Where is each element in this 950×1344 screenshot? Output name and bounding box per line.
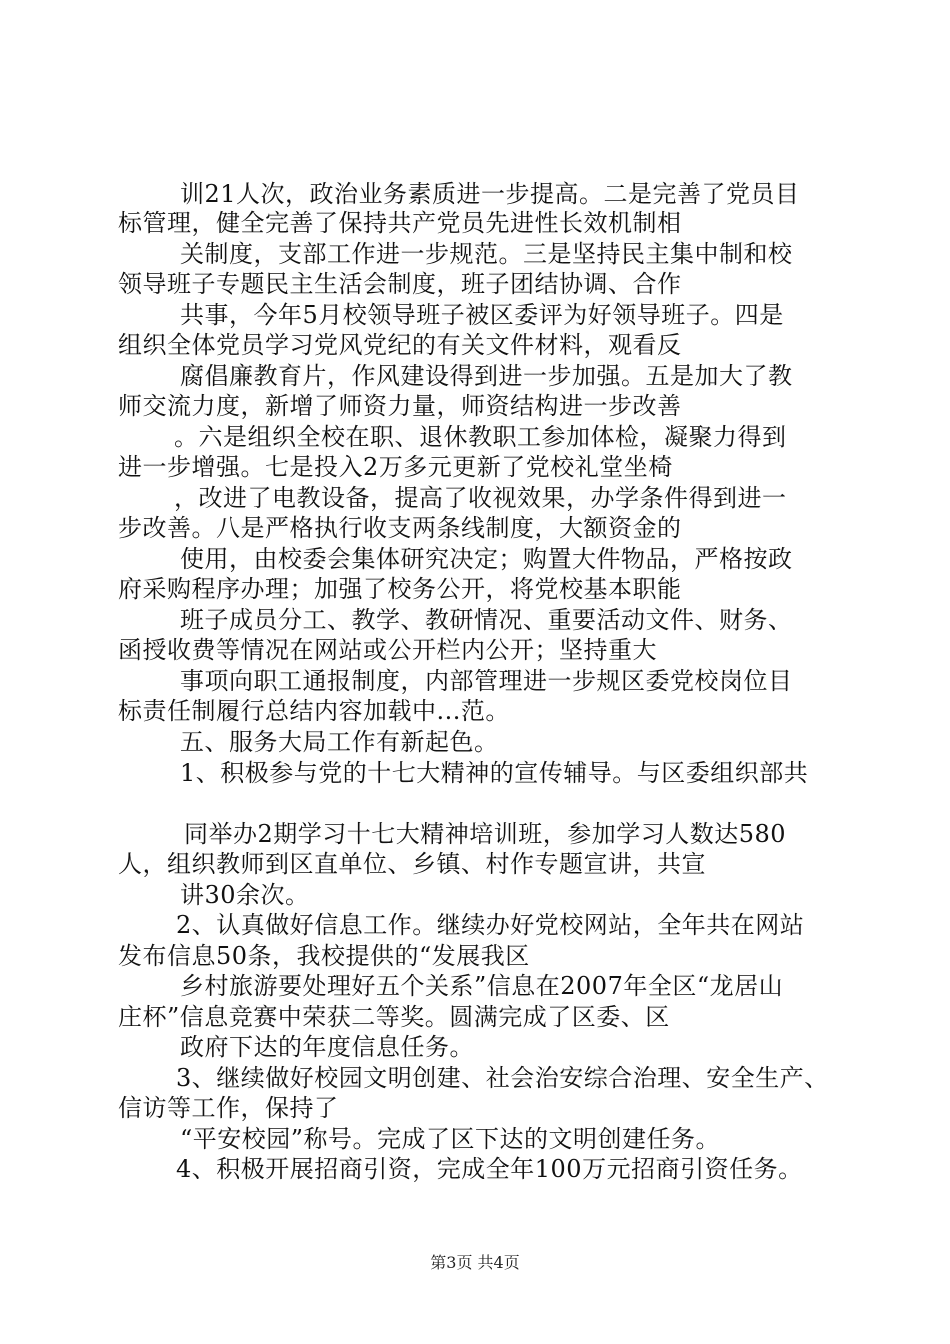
text-line: 进一步增强。七是投入2万多元更新了党校礼堂坐椅 bbox=[118, 453, 673, 481]
text-line: 标责任制履行总结内容加载中...范。 bbox=[118, 697, 510, 725]
text-line: 信访等工作，保持了 bbox=[118, 1094, 339, 1122]
text-line: 。六是组织全校在职、退休教职工参加体检，凝聚力得到 bbox=[174, 423, 787, 451]
text-line: 关制度，支部工作进一步规范。三是坚持民主集中制和校 bbox=[180, 240, 793, 268]
text-line: 3、继续做好校园文明创建、社会治安综合治理、安全生产、 bbox=[176, 1064, 829, 1092]
text-line: 4、积极开展招商引资，完成全年100万元招商引资任务。 bbox=[176, 1155, 803, 1183]
text-line: 步改善。八是严格执行收支两条线制度，大额资金的 bbox=[118, 514, 682, 542]
text-line: 组织全体党员学习党风党纪的有关文件材料，观看反 bbox=[118, 331, 682, 359]
text-line: 使用，由校委会集体研究决定；购置大件物品，严格按政 bbox=[180, 545, 793, 573]
text-line: 发布信息50条，我校提供的“发展我区 bbox=[118, 942, 530, 970]
text-line: “平安校园”称号。完成了区下达的文明创建任务。 bbox=[180, 1125, 721, 1153]
text-line: 师交流力度，新增了师资力量，师资结构进一步改善 bbox=[118, 392, 682, 420]
text-line: 乡村旅游要处理好五个关系”信息在2007年全区“龙居山 bbox=[180, 972, 784, 1000]
text-line: 标管理，健全完善了保持共产党员先进性长效机制相 bbox=[118, 209, 682, 237]
text-line: 领导班子专题民主生活会制度，班子团结协调、合作 bbox=[118, 270, 682, 298]
text-line: 庄杯”信息竞赛中荣获二等奖。圆满完成了区委、区 bbox=[118, 1003, 670, 1031]
text-line: 府采购程序办理；加强了校务公开，将党校基本职能 bbox=[118, 575, 682, 603]
text-line: 2、认真做好信息工作。继续办好党校网站，全年共在网站 bbox=[176, 911, 805, 939]
text-line: 腐倡廉教育片，作风建设得到进一步加强。五是加大了教 bbox=[180, 362, 793, 390]
text-line: 讲30余次。 bbox=[180, 881, 310, 909]
text-line: 班子成员分工、教学、教研情况、重要活动文件、财务、 bbox=[180, 606, 793, 634]
page-number: 第3页 共4页 bbox=[430, 1253, 520, 1272]
text-line: 训21人次，政治业务素质进一步提高。二是完善了党员目 bbox=[180, 180, 800, 208]
text-line: 人，组织教师到区直单位、乡镇、村作专题宣讲，共宣 bbox=[118, 850, 706, 878]
text-line: 五、服务大局工作有新起色。 bbox=[180, 728, 499, 756]
text-line: ，改进了电教设备，提高了收视效果，办学条件得到进一 bbox=[174, 484, 787, 512]
text-line: 函授收费等情况在网站或公开栏内公开；坚持重大 bbox=[118, 636, 657, 664]
text-line: 1、积极参与党的十七大精神的宣传辅导。与区委组织部共 bbox=[180, 759, 809, 787]
text-line: 共事，今年5月校领导班子被区委评为好领导班子。四是 bbox=[180, 301, 784, 329]
text-line: 政府下达的年度信息任务。 bbox=[180, 1033, 474, 1061]
text-line: 事项向职工通报制度，内部管理进一步规区委党校岗位目 bbox=[180, 667, 793, 695]
text-line: 同举办2期学习十七大精神培训班，参加学习人数达580 bbox=[184, 820, 787, 848]
